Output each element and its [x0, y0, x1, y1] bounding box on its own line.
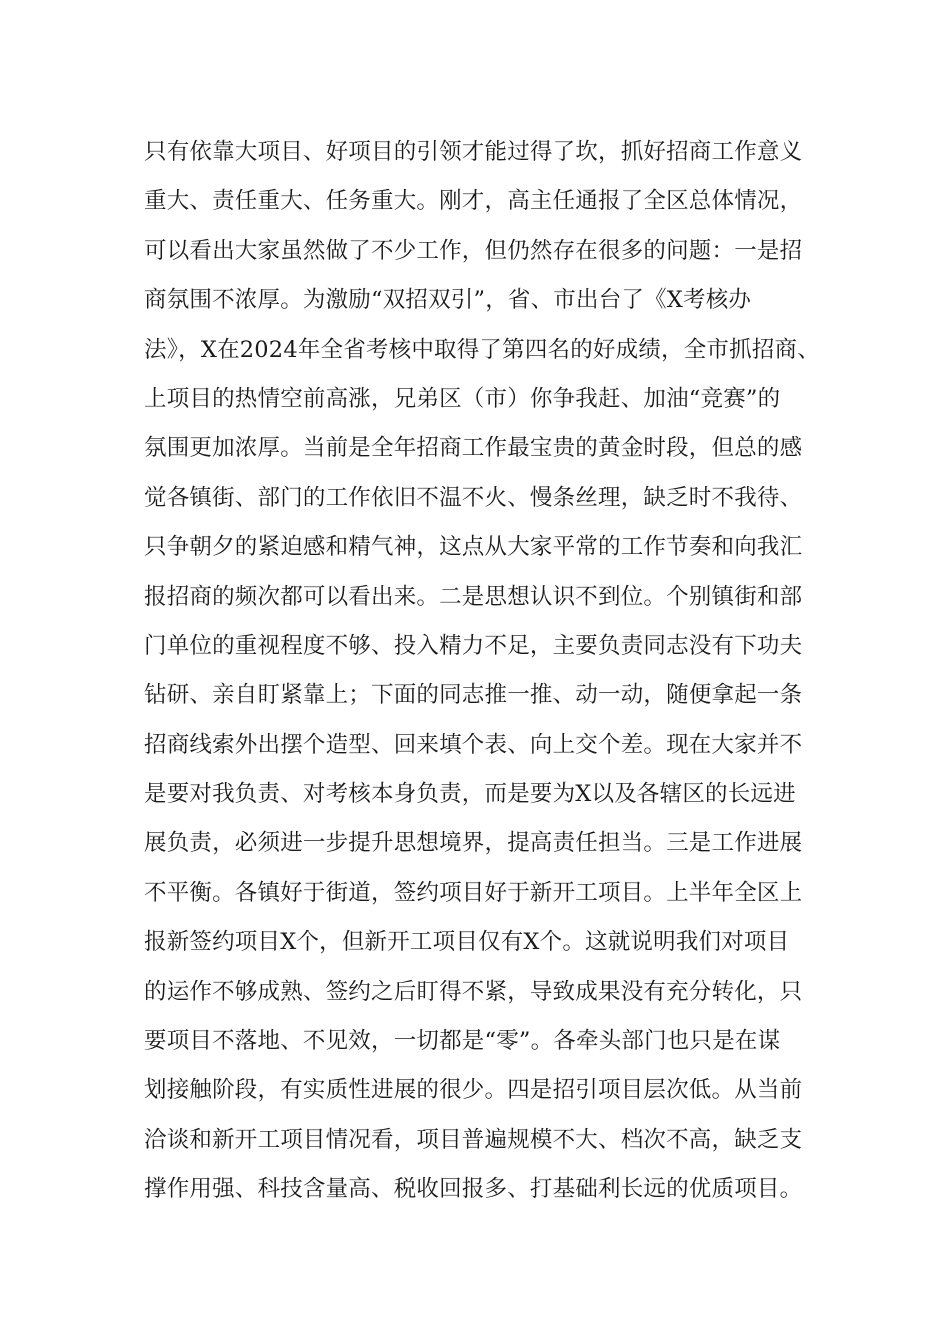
text-line-15: 展负责，必须进一步提升思想境界，提高责任担当。三是工作进展 — [144, 830, 803, 857]
text-line-21: 洽谈和新开工项目情况看，项目普遍规模不大、档次不高，缺乏支 — [144, 1126, 803, 1153]
text-line-6: 上项目的热情空前高涨，兄弟区（市）你争我赶、加油“竞赛”的 — [144, 385, 781, 412]
text-line-12: 钻研、亲自盯紧靠上；下面的同志推一推、动一动，随便拿起一条 — [144, 682, 803, 709]
body-text — [144, 128, 844, 1215]
text-line-5: 法》，X在2024年全省考核中取得了第四名的好成绩，全市抓招商、 — [144, 336, 820, 363]
text-line-11: 门单位的重视程度不够、投入精力不足，主要负责同志没有下功夫 — [144, 632, 803, 659]
text-line-4: 商氛围不浓厚。为激励“双招双引”，省、市出台了《X考核办 — [144, 287, 752, 314]
text-line-18: 的运作不够成熟、签约之后盯得不紧，导致成果没有充分转化，只 — [144, 978, 803, 1005]
text-line-9: 只争朝夕的紧迫感和精气神，这点从大家平常的工作节奏和向我汇 — [144, 534, 803, 561]
text-line-8: 觉各镇街、部门的工作依旧不温不火、慢条丝理，缺乏时不我待、 — [144, 484, 803, 511]
text-line-16: 不平衡。各镇好于街道，签约项目好于新开工项目。上半年全区上 — [144, 879, 803, 906]
text-line-22: 撑作用强、科技含量高、税收回报多、打基础利长远的优质项目。 — [144, 1176, 803, 1203]
text-line-17: 报新签约项目X个，但新开工项目仅有X个。这就说明我们对项目 — [144, 929, 790, 956]
text-line-3: 可以看出大家虽然做了不少工作，但仍然存在很多的问题：一是招 — [144, 237, 803, 264]
text-line-20: 划接触阶段，有实质性进展的很少。四是招引项目层次低。从当前 — [144, 1077, 803, 1104]
text-line-14: 是要对我负责、对考核本身负责，而是要为X以及各辖区的长远进 — [144, 781, 796, 808]
text-line-1: 只有依靠大项目、好项目的引领才能过得了坎，抓好招商工作意义 — [144, 139, 803, 165]
text-line-19: 要项目不落地、不见效，一切都是“零”。各牵头部门也只是在谋 — [144, 1028, 781, 1055]
text-line-2: 重大、责任重大、任务重大。刚才，高主任通报了全区总体情况， — [144, 188, 803, 215]
text-line-13: 招商线索外出摆个造型、回来填个表、向上交个差。现在大家并不 — [144, 731, 803, 758]
text-line-7: 氛围更加浓厚。当前是全年招商工作最宝贵的黄金时段，但总的感 — [144, 435, 803, 462]
text-line-10: 报招商的频次都可以看出来。二是思想认识不到位。个别镇街和部 — [144, 583, 803, 610]
